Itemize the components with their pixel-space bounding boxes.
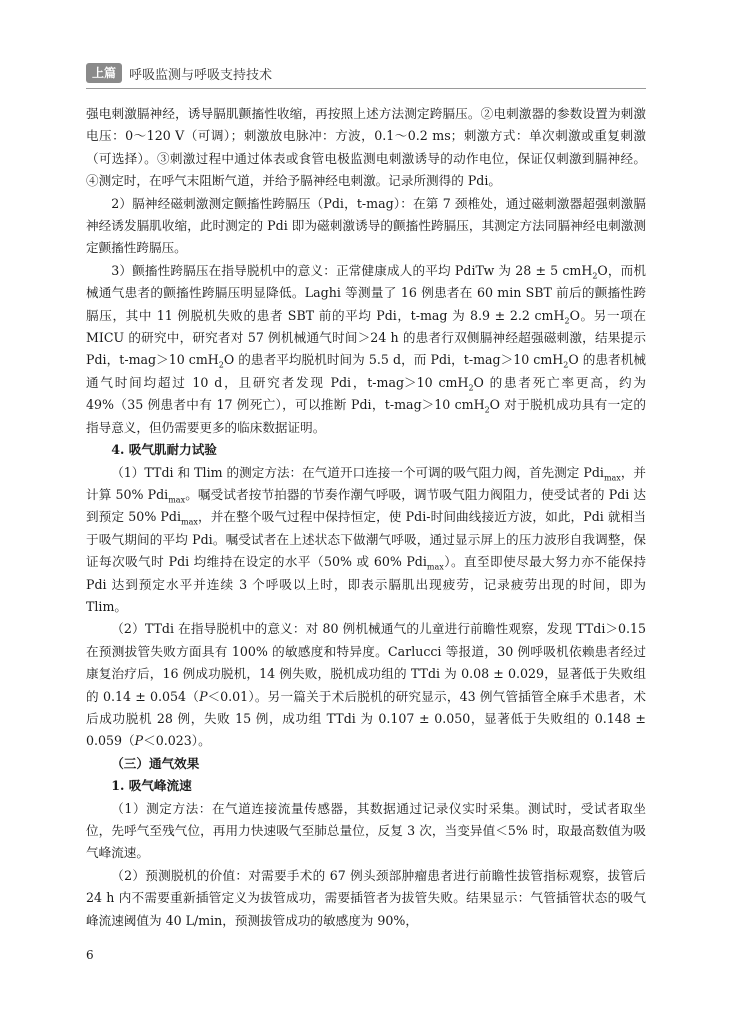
paragraph-pif-method: （1）测定方法：在气道连接流量传感器，其数据通过记录仪实时采集。测试时，受试者取坐位，先呼气至残气位，再用力快速吸气至肺总量位，反复 3 次，当变异值＜5% 时，取最高数值为吸气峰流速。 [86, 800, 646, 861]
part-badge: 上篇 [86, 63, 122, 83]
section-heading-peak-inspiratory-flow: 1. 吸气峰流速 [111, 778, 192, 794]
paragraph-pif-prediction: （2）预测脱机的价值：对需要手术的 67 例头颈部肿瘤患者进行前瞻性拔管指标观察，拔管后 24 h 内不需要重新插管定义为拔管成功，需要插管者为拔管失败。结果显示：气管插管状态的吸气峰流速阈值为 40 L/min，预测拔管成功的敏感度为 90%， [86, 867, 646, 928]
header-divider [86, 88, 646, 89]
section-heading-endurance-test: 4. 吸气肌耐力试验 [111, 442, 217, 458]
running-header-title: 呼吸监测与呼吸支持技术 [129, 67, 273, 83]
running-header [86, 59, 646, 87]
paragraph-twitch-pdi-significance: 3）颤搐性跨膈压在指导脱机中的意义：正常健康成人的平均 PdiTw 为 28 ± 5 cmH$_2$O，而机械通气患者的颤搐性跨膈压明显降低。Laghi 等测量了 16 例患者在 60 min SBT 前后的颤搐性跨膈压，其中 11 例脱机失败的患者 SBT 前的平均 Pdi，t-mag 为 8.9 ± 2.2 cmH$_2$O。另一项在 MICU 的研究中，研究者对 57 例机械通气时间＞24 h 的患者行双侧膈神经超强磁刺激，结果提示 Pdi，t-mag＞10 cmH$_2$O 的患者平均脱机时间为 5.5 d，而 Pdi，t-mag＞10 cmH$_2$O 的患者机械通气时间均超过 10 d，且研究者发现 Pdi，t-mag＞10 cmH$_2$O 的患者死亡率更高，约为 49%（35 例患者中有 17 例死亡），可以推断 Pdi，t-mag＞10 cmH$_2$O 对于脱机成功具有一定的指导意义，但仍需要更多的临床数据证明。 [86, 262, 647, 435]
paragraph-electric-stimulation: 强电刺激膈神经，诱导膈肌颤搐性收缩，再按照上述方法测定跨膈压。②电刺激器的参数设置为刺激电压：0～120 V（可调）；刺激放电脉冲：方波，0.1～0.2 ms；刺激方式：单次刺激或重复刺激（可选择）。③刺激过程中通过体表或食管电极监测电刺激诱导的动作电位，保证仅刺激到膈神经。④测定时，在呼气末阻断气道，并给予膈神经电刺激。记录所测得的 Pdi。 [86, 106, 646, 189]
section-heading-ventilation-effect: （三）通气效果 [111, 755, 200, 771]
page-number: 6 [86, 948, 94, 962]
paragraph-magnetic-stimulation: 2）膈神经磁刺激测定颤搐性跨膈压（Pdi，t-mag）：在第 7 颈椎处，通过磁刺激器超强刺激膈神经诱发膈肌收缩，此时测定的 Pdi 即为磁刺激诱导的颤搐性跨膈压，其测定方法同膈神经电刺激测定颤搐性跨膈压。 [86, 195, 646, 256]
page-body [86, 103, 646, 932]
paragraph-ttdi-significance: （2）TTdi 在指导脱机中的意义：对 80 例机械通气的儿童进行前瞻性观察，发现 TTdi＞0.15 在预测拔管失败方面具有 100% 的敏感度和特异度。Carlucci 等报道，30 例呼吸机依赖患者经过康复治疗后，16 例成功脱机，14 例失败，脱机成功组的 TTdi 为 0.08 ± 0.029，显著低于失败组的 0.14 ± 0.054（P＜0.01）。另一篇关于术后脱机的研究显示，43 例气管插管全麻手术患者，术后成功脱机 28 例，失败 15 例，成功组 TTdi 为 0.107 ± 0.050，显著低于失败组的 0.148 ± 0.059（P＜0.023）。 [86, 621, 646, 749]
paragraph-ttdi-method: （1）TTdi 和 Tlim 的测定方法：在气道开口连接一个可调的吸气阻力阀，首先测定 Pdi$_{max}$，并计算 50% Pdi$_{max}$。嘱受试者按节拍器的节奏作潮气呼吸，调节吸气阻力阀阻力，使受试者的 Pdi 达到预定 50% Pdi$_{max}$，并在整个吸气过程中保持恒定，使 Pdi-时间曲线接近方波，如此，Pdi 就相当于吸气期间的平均 Pdi。嘱受试者在上述状态下做潮气呼吸，通过显示屏上的压力波形自我调整，保证每次吸气时 Pdi 均维持在设定的水平（50% 或 60% Pdi$_{max}$）。直至即使尽最大努力亦不能保持 Pdi 达到预定水平并连续 3 个呼吸以上时，即表示膈肌出现疲劳，记录疲劳出现的时间，即为 Tlim。 [86, 464, 647, 614]
